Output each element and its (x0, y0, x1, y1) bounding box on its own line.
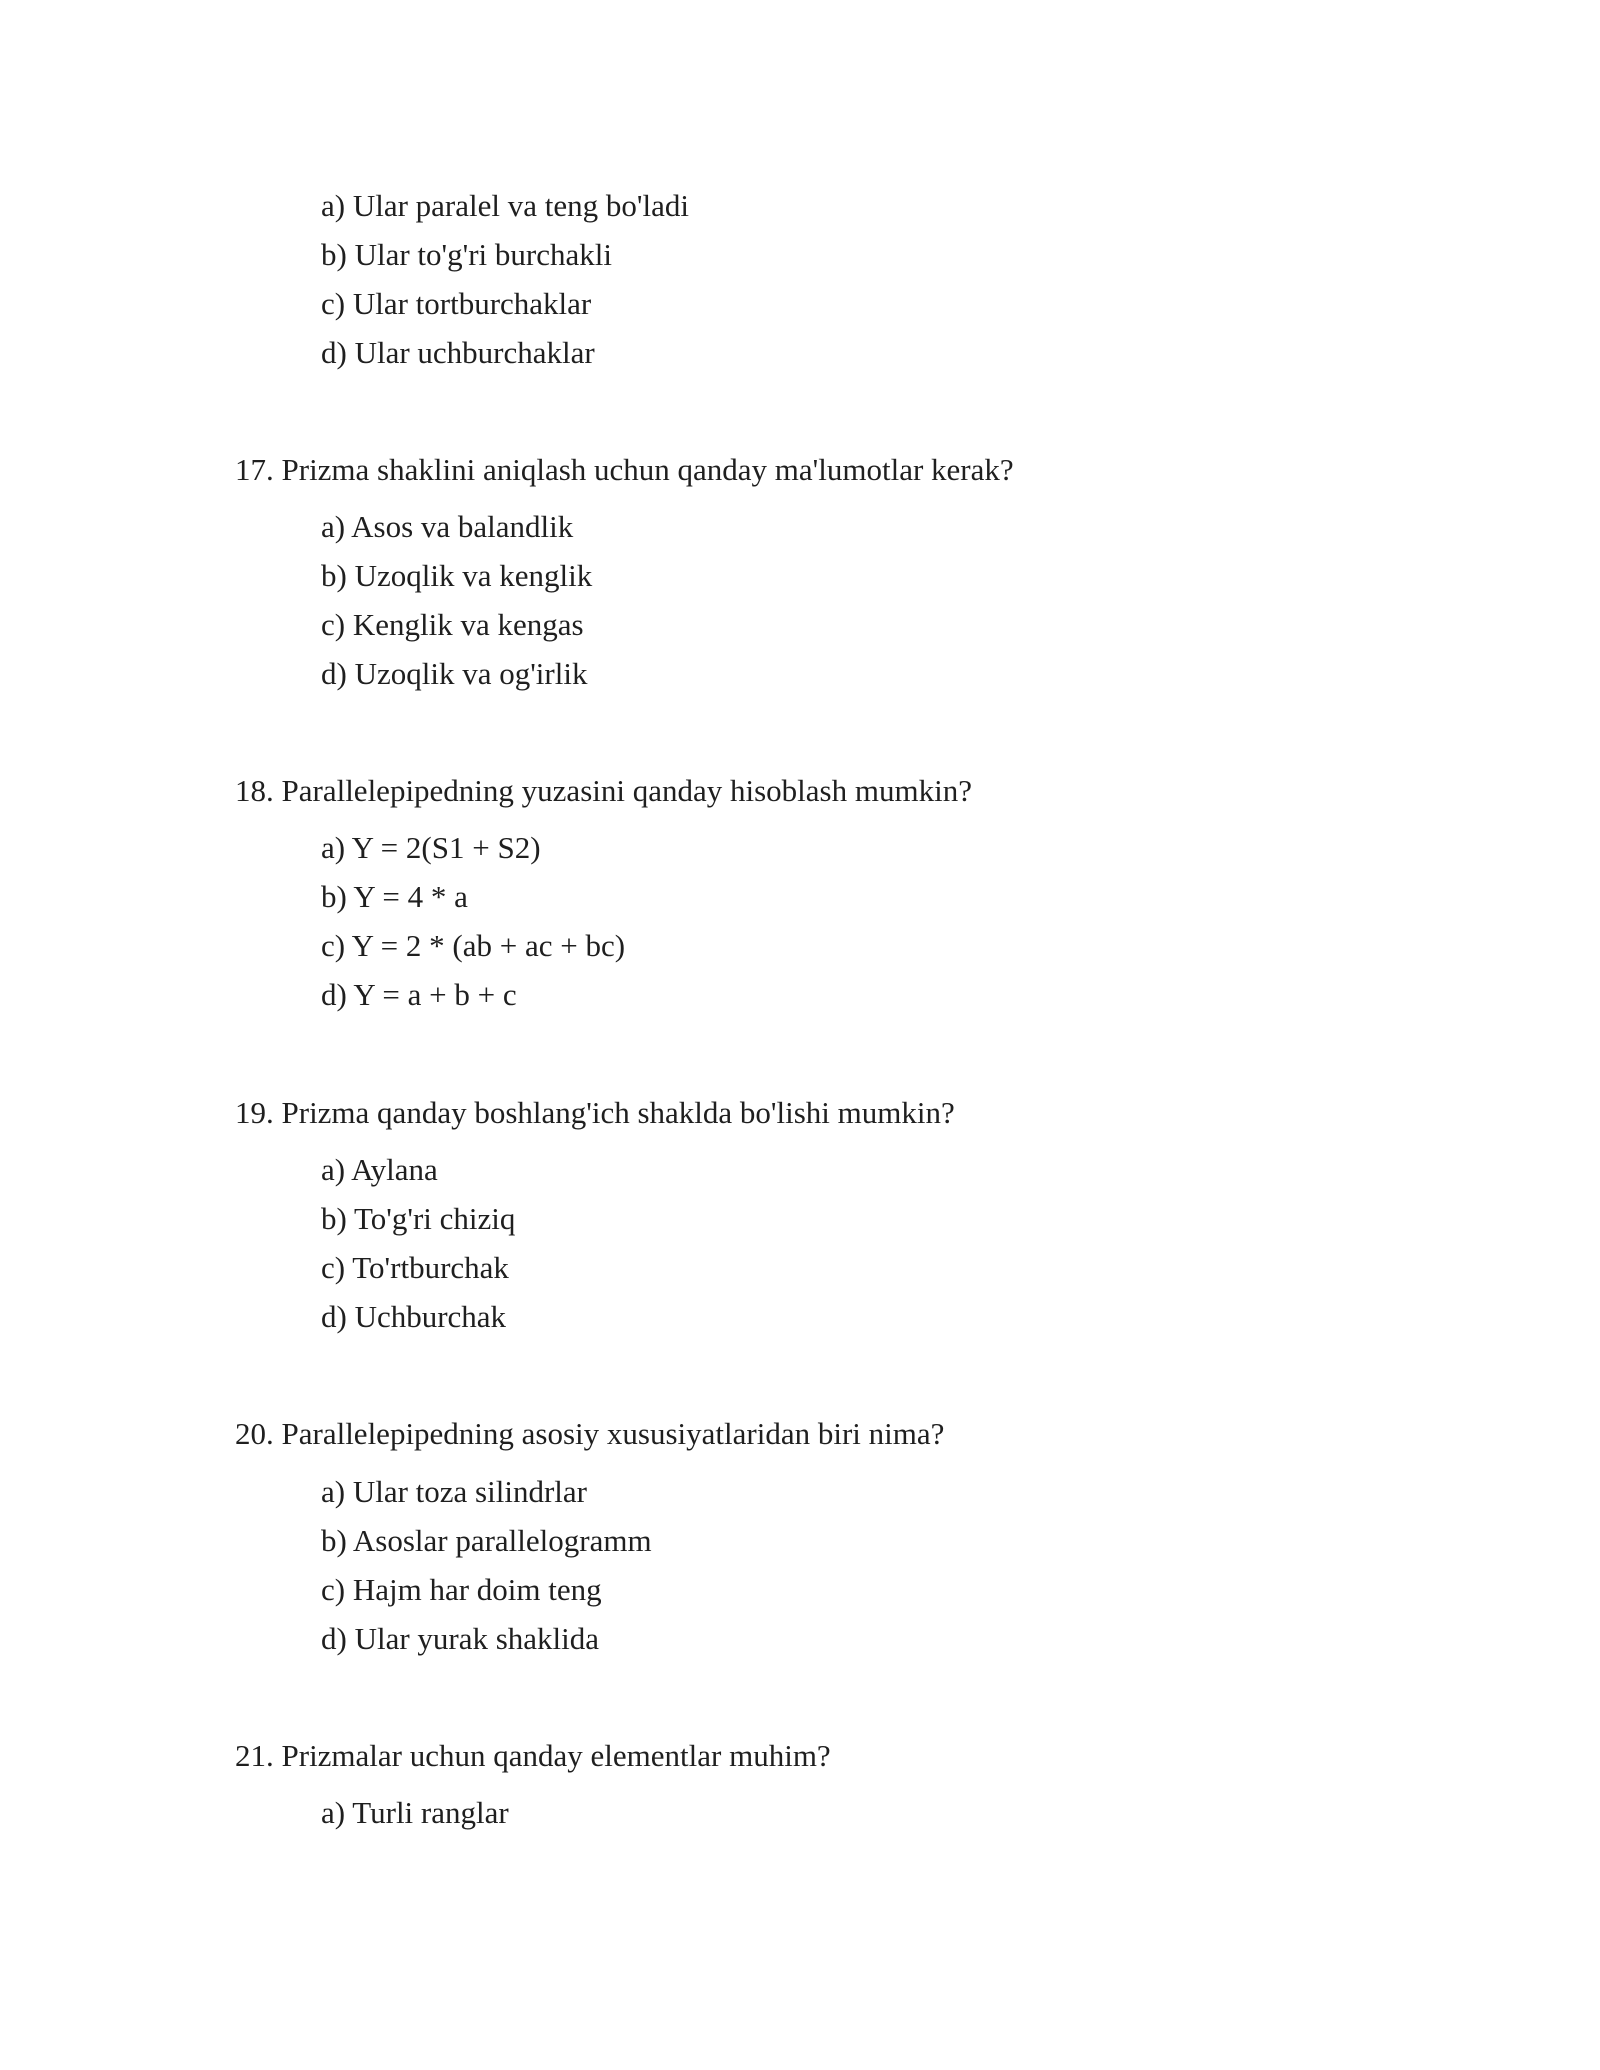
question-text: 19. Prizma qanday boshlang'ich shaklda bo'lishi mumkin? (235, 1095, 955, 1130)
question-text: 18. Parallelepipedning yuzasini qanday hisoblash mumkin? (235, 773, 972, 808)
answer-option: b) To'g'ri chiziq (321, 1201, 516, 1236)
answer-option: d) Ular yurak shaklida (321, 1621, 600, 1656)
answer-option: d) Uchburchak (321, 1299, 507, 1334)
answer-option: c) Ular tortburchaklar (321, 286, 592, 321)
answer-option: a) Ular paralel va teng bo'ladi (321, 188, 689, 223)
answer-option: d) Uzoqlik va og'irlik (321, 656, 588, 691)
answer-option: a) Turli ranglar (321, 1795, 509, 1830)
question-text: 17. Prizma shaklini aniqlash uchun qanday ma'lumotlar kerak? (235, 452, 1014, 487)
answer-option: a) Y = 2(S1 + S2) (321, 830, 541, 865)
answer-option: c) Hajm har doim teng (321, 1572, 602, 1607)
answer-option: c) Kenglik va kengas (321, 607, 584, 642)
answer-option: b) Ular to'g'ri burchakli (321, 237, 612, 272)
answer-option: c) To'rtburchak (321, 1250, 509, 1285)
answer-option: c) Y = 2 * (ab + ac + bc) (321, 928, 626, 963)
answer-option: b) Uzoqlik va kenglik (321, 558, 593, 593)
answer-option: a) Asos va balandlik (321, 509, 574, 544)
answer-option: d) Y = a + b + c (321, 977, 517, 1012)
answer-option: b) Asoslar parallelogramm (321, 1523, 652, 1558)
question-text: 20. Parallelepipedning asosiy xususiyatlaridan biri nima? (235, 1416, 945, 1451)
answer-option: a) Aylana (321, 1152, 438, 1187)
answer-option: b) Y = 4 * a (321, 879, 468, 914)
question-text: 21. Prizmalar uchun qanday elementlar muhim? (235, 1738, 831, 1773)
answer-option: a) Ular toza silindrlar (321, 1474, 587, 1509)
answer-option: d) Ular uchburchaklar (321, 335, 595, 370)
